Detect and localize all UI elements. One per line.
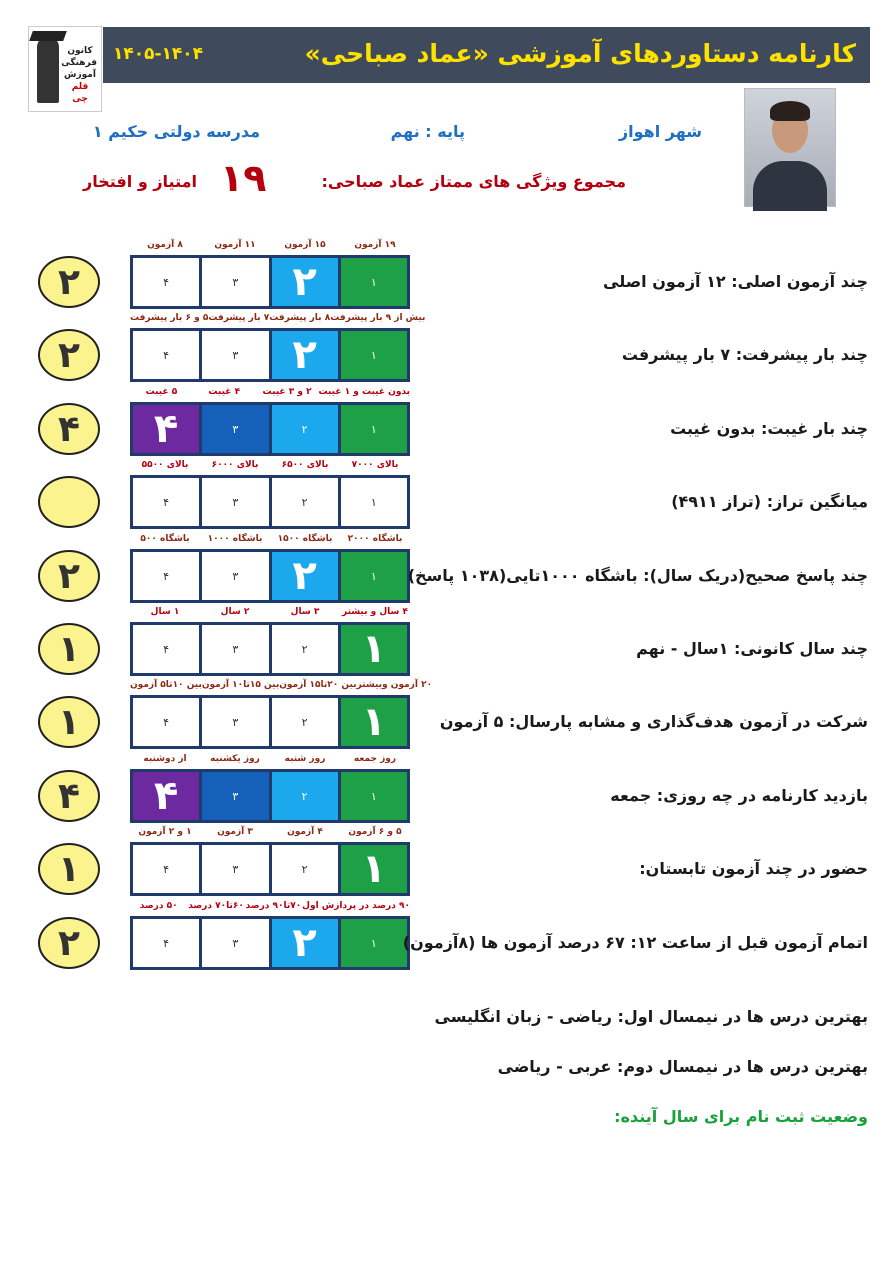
tier-label: بدون غیبت و ۱ غیبت [318, 387, 411, 397]
row-question: چند بار پیشرفت: ۷ بار پیشرفت [621, 345, 868, 364]
tier-label: ۴ سال و بیشتر [341, 607, 409, 617]
row-tier-labels [130, 899, 410, 913]
row-score-circle [38, 476, 100, 528]
tier-cell: ۴ [133, 552, 199, 600]
tier-label: بین ۲۰تا۱۵ آزمون [279, 680, 357, 690]
tier-cell: ۱ [341, 919, 407, 967]
row-score-circle: ۱ [38, 696, 100, 748]
tier-label: ۷۰تا۹۰ درصد [245, 901, 302, 911]
score-label: امتیاز و افتخار [83, 172, 197, 191]
row-question: چند پاسخ صحیح(دریک سال): باشگاه ۱۰۰۰تایی(۱۰۳۸ پاسخ) [407, 566, 868, 585]
tier-label: ۵ و ۶ بار پیشرفت [130, 313, 209, 323]
tier-cell: ۳ [202, 405, 268, 453]
row-tier-labels [130, 385, 410, 399]
tier-cell: ۴ [133, 772, 199, 820]
tier-cell: ۲ [272, 405, 338, 453]
tier-label: بین ۱۵تا۱۰ آزمون [201, 680, 280, 690]
city-label: شهر اهواز [618, 122, 702, 141]
tier-label: بالای ۵۵۰۰ [141, 460, 189, 470]
tier-label: ۵ و ۶ آزمون [348, 827, 402, 837]
tier-label: باشگاه ۵۰۰ [140, 534, 190, 544]
tier-grid [130, 549, 410, 603]
tier-grid [130, 622, 410, 676]
tier-cell: ۲ [272, 698, 338, 746]
tier-cell: ۱ [341, 331, 407, 379]
page-title: کارنامه دستاوردهای آموزشی «عماد صباحی» [304, 39, 856, 68]
tier-cell: ۱ [341, 405, 407, 453]
tier-cell: ۳ [202, 552, 268, 600]
tier-cell: ۲ [272, 845, 338, 893]
tier-grid [130, 916, 410, 970]
tier-label: بالای ۷۰۰۰ [351, 460, 399, 470]
tier-grid [130, 475, 410, 529]
row-question: چند سال کانونی: ۱سال - نهم [636, 639, 868, 658]
row-question: حضور در چند آزمون تابستان: [639, 859, 868, 878]
tier-label: ۳ سال [290, 607, 320, 617]
tier-label: ۸ بار پیشرفت [269, 313, 331, 323]
tier-label: روز جمعه [353, 754, 397, 764]
school-label: مدرسه دولتی حکیم ۱ [92, 122, 260, 141]
tier-label: ۲ سال [220, 607, 250, 617]
tier-label: ۱۹ آزمون [354, 240, 396, 250]
row-question: شرکت در آزمون هدف‌گذاری و مشابه پارسال: ۵ آزمون [439, 712, 868, 731]
graduate-figure-icon [37, 37, 59, 103]
row-tier-labels [130, 825, 410, 839]
tier-cell: ۴ [133, 331, 199, 379]
tier-label: ۴ غیبت [208, 387, 241, 397]
tier-label: ۶۰تا۷۰ درصد [188, 901, 244, 911]
tier-label: روز شنبه [284, 754, 326, 764]
row-score-circle: ۲ [38, 917, 100, 969]
row-tier-labels [130, 605, 410, 619]
tier-label: بالای ۶۵۰۰ [281, 460, 329, 470]
row-tier-labels [130, 752, 410, 766]
tier-label: باشگاه ۱۰۰۰ [207, 534, 263, 544]
row-score-circle: ۲ [38, 256, 100, 308]
tier-label: باشگاه ۲۰۰۰ [347, 534, 403, 544]
row-tier-labels [130, 311, 426, 325]
tier-cell: ۲ [272, 772, 338, 820]
tier-cell: ۳ [202, 919, 268, 967]
row-tier-labels [130, 532, 410, 546]
tier-label: روز یکشنبه [210, 754, 260, 764]
tier-grid [130, 695, 410, 749]
tier-cell: ۱ [341, 258, 407, 306]
tier-label: ۵ غیبت [145, 387, 178, 397]
tier-cell: ۱ [341, 478, 407, 526]
row-question: میانگین تراز: (تراز ۴۹۱۱) [671, 492, 868, 511]
tier-label: ۱۵ آزمون [284, 240, 326, 250]
kanoon-logo [28, 26, 102, 112]
tier-cell: ۱ [341, 772, 407, 820]
tier-label: ۹۰ درصد در پردازش اول [302, 901, 410, 911]
tier-label: ۷ بار پیشرفت [208, 313, 270, 323]
tier-cell: ۳ [202, 845, 268, 893]
tier-grid [130, 769, 410, 823]
student-photo [744, 88, 836, 207]
tier-label: ۸ آزمون [147, 240, 183, 250]
row-tier-labels [130, 458, 410, 472]
tier-cell: ۱ [341, 625, 407, 673]
tier-label: ۳ آزمون [217, 827, 253, 837]
tier-cell: ۱ [341, 552, 407, 600]
tier-cell: ۲ [272, 625, 338, 673]
tier-cell: ۴ [133, 698, 199, 746]
tier-label: بین ۱۰تا۵ آزمون [130, 680, 202, 690]
tier-cell: ۳ [202, 698, 268, 746]
tier-label: ۱ سال [150, 607, 180, 617]
tier-label: ۱ و ۲ آزمون [138, 827, 192, 837]
tier-grid [130, 328, 410, 382]
tier-cell: ۴ [133, 919, 199, 967]
row-score-circle: ۲ [38, 550, 100, 602]
tier-cell: ۳ [202, 478, 268, 526]
tier-cell: ۲ [272, 258, 338, 306]
grade-label: پایه : نهم [390, 122, 465, 141]
row-question: چند بار غیبت: بدون غیبت [670, 419, 868, 438]
row-score-circle: ۴ [38, 770, 100, 822]
tier-cell: ۳ [202, 258, 268, 306]
tier-label: باشگاه ۱۵۰۰ [277, 534, 333, 544]
tier-cell: ۴ [133, 845, 199, 893]
tier-grid [130, 842, 410, 896]
logo-text: کانون فرهنگی آموزش قلم چی [61, 46, 97, 104]
graduation-cap-icon [29, 31, 67, 41]
tier-label: از دوشنبه [143, 754, 187, 764]
registration-status: وضعیت ثبت نام برای سال آینده: [614, 1107, 868, 1126]
row-tier-labels [130, 678, 433, 692]
tier-cell: ۴ [133, 258, 199, 306]
tier-cell: ۲ [272, 478, 338, 526]
row-score-circle: ۴ [38, 403, 100, 455]
academic-years: ۱۴۰۵-۱۴۰۴ [113, 44, 204, 64]
row-question: اتمام آزمون قبل از ساعت ۱۲: ۶۷ درصد آزمون ها (۸آزمون) [402, 933, 868, 952]
row-score-circle: ۲ [38, 329, 100, 381]
tier-grid [130, 402, 410, 456]
tier-cell: ۴ [133, 478, 199, 526]
tier-label: ۱۱ آزمون [214, 240, 256, 250]
row-question: بازدید کارنامه در چه روزی: جمعه [610, 786, 868, 805]
tier-label: ۵۰ درصد [139, 901, 178, 911]
tier-cell: ۲ [272, 919, 338, 967]
tier-label: بیش از ۹ بار پیشرفت [330, 313, 426, 323]
header-bar [103, 27, 870, 83]
tier-label: بالای ۶۰۰۰ [211, 460, 259, 470]
tier-label: ۲۰ آزمون وبیشتر [356, 680, 433, 690]
tier-label: ۴ آزمون [287, 827, 323, 837]
row-tier-labels [130, 238, 410, 252]
tier-grid [130, 255, 410, 309]
best-subjects-first-term: بهترین درس ها در نیمسال اول: ریاضی - زبان انگلیسی [434, 1007, 868, 1026]
tier-cell: ۱ [341, 698, 407, 746]
total-score: ۱۹ [220, 156, 267, 200]
tier-cell: ۲ [272, 331, 338, 379]
tier-cell: ۴ [133, 405, 199, 453]
tier-cell: ۳ [202, 331, 268, 379]
tier-cell: ۴ [133, 625, 199, 673]
tier-cell: ۳ [202, 625, 268, 673]
tier-label: ۲ و ۳ غیبت [262, 387, 312, 397]
row-score-circle: ۱ [38, 623, 100, 675]
tier-cell: ۱ [341, 845, 407, 893]
tier-cell: ۳ [202, 772, 268, 820]
row-question: چند آزمون اصلی: ۱۲ آزمون اصلی [603, 272, 868, 291]
tier-cell: ۲ [272, 552, 338, 600]
features-label: مجموع ویژگی های ممتاز عماد صباحی: [321, 172, 626, 191]
best-subjects-second-term: بهترین درس ها در نیمسال دوم: عربی - ریاضی [497, 1057, 868, 1076]
row-score-circle: ۱ [38, 843, 100, 895]
